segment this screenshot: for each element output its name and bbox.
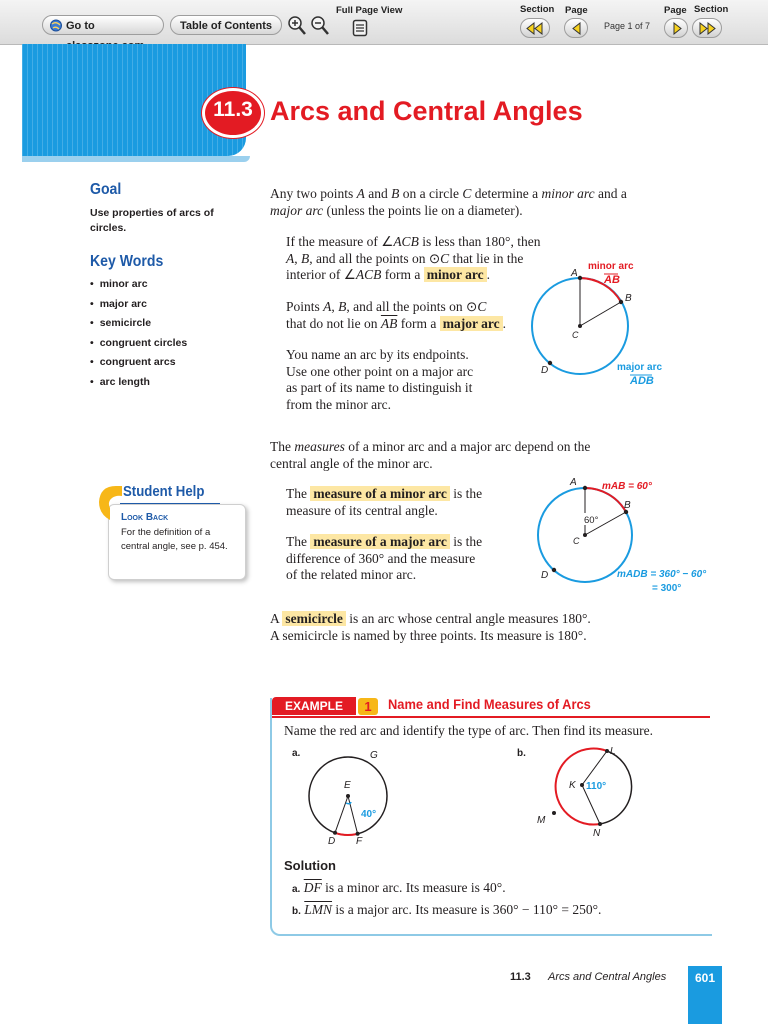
intro-paragraph: Any two points A and B on a circle C determine a minor arc and a major arc (unless the points lie on a diameter). bbox=[270, 186, 627, 218]
semicircle-definition: A semicircle is an arc whose central angle measures 180°. A semicircle is named by three points. Its measure is 180°. bbox=[270, 611, 591, 643]
viewer-toolbar bbox=[0, 0, 768, 45]
figure1-label-b: B bbox=[625, 293, 632, 304]
figure1-point-c bbox=[578, 324, 582, 328]
key-words-heading: Key Words bbox=[90, 253, 164, 270]
figure1-label-a: A bbox=[571, 268, 578, 279]
previous-section-button[interactable] bbox=[520, 18, 550, 38]
figure1-major-arc-label: major arc bbox=[617, 362, 663, 373]
measure-minor-term: measure of a minor arc bbox=[310, 486, 449, 501]
next-section-button[interactable] bbox=[692, 18, 722, 38]
minor-arc-definition: If the measure of ∠ACB is less than 180°, then A, B, and all the points on ⊙C that lie in the interior of ∠ACB form a minor arc . bbox=[286, 234, 541, 282]
zoom-out-icon[interactable] bbox=[310, 15, 330, 37]
key-word-item: • congruent circles bbox=[90, 337, 187, 357]
page-number-tab bbox=[688, 966, 722, 1024]
figure1-minor-arc-label: minor arc bbox=[588, 261, 634, 272]
footer-title: Arcs and Central Angles bbox=[548, 971, 667, 983]
key-word-item: • arc length bbox=[90, 376, 187, 396]
figure2-angle-label: 60° bbox=[584, 515, 599, 526]
goal-heading: Goal bbox=[90, 181, 122, 198]
key-word-item: • semicircle bbox=[90, 317, 187, 337]
example-tab: EXAMPLE bbox=[272, 697, 356, 715]
example-number: 1 bbox=[358, 698, 378, 715]
fig-b-radius-kl bbox=[582, 751, 607, 785]
header-band-shadow bbox=[22, 156, 250, 162]
section-label-left: Section bbox=[520, 4, 555, 15]
major-arc-term: major arc bbox=[440, 316, 503, 331]
semicircle-term: semicircle bbox=[282, 611, 345, 626]
example-prompt: Name the red arc and identify the type of arc. Then find its measure. bbox=[284, 723, 653, 738]
solution-heading: Solution bbox=[284, 858, 336, 873]
figure2-minor-measure: mAB = 60° bbox=[602, 481, 652, 492]
figure2-label-a: A bbox=[570, 477, 577, 488]
arc-naming-text: You name an arc by its endpoints. Use one other point on a major arc as part of its name to distinguish it from the minor arc. bbox=[286, 347, 474, 412]
fig-a-label-d: D bbox=[328, 836, 336, 847]
figure2-label-b: B bbox=[624, 500, 631, 511]
figure2-label-c: C bbox=[573, 536, 580, 546]
figure2-point-a bbox=[583, 486, 587, 490]
page-title: Arcs and Central Angles bbox=[270, 96, 583, 126]
section-label-right: Section bbox=[694, 4, 729, 15]
figure1-major-arc-name: ADB bbox=[630, 375, 654, 387]
page-label-right: Page bbox=[664, 5, 687, 16]
example-title: Name and Find Measures of Arcs bbox=[388, 696, 591, 712]
figure2-point-d bbox=[552, 568, 556, 572]
fig-a-red-arc bbox=[335, 833, 358, 835]
zoom-in-icon[interactable] bbox=[287, 15, 307, 37]
minor-arc-term: minor arc bbox=[424, 267, 487, 282]
classzone-button[interactable] bbox=[42, 15, 164, 35]
fig-a-radius-ed bbox=[335, 796, 348, 833]
fig-a-label-e: E bbox=[344, 780, 351, 791]
look-back-text: For the definition of a central angle, see p. 454. bbox=[121, 527, 228, 552]
measure-major-term: measure of a major arc bbox=[310, 534, 449, 549]
figure1-minor-arc-name: AB bbox=[604, 274, 620, 286]
fig-b-label-l: L bbox=[610, 746, 616, 757]
key-word-item: • congruent arcs bbox=[90, 356, 187, 376]
right-arrow-icon bbox=[671, 22, 683, 35]
example-rule bbox=[272, 716, 710, 718]
key-word-item: • major arc bbox=[90, 298, 187, 318]
fig-b-label-k: K bbox=[569, 780, 576, 791]
page-label-left: Page bbox=[565, 5, 588, 16]
fig-a-label-f: F bbox=[356, 836, 363, 847]
key-words-list bbox=[90, 278, 187, 395]
part-b-label: b. bbox=[517, 748, 526, 759]
fig-b-label-n: N bbox=[593, 828, 601, 839]
toc-label: Table of Contents bbox=[179, 20, 273, 32]
figure1-label-c: C bbox=[572, 330, 579, 340]
fig-b-point-k bbox=[580, 783, 584, 787]
figure2-point-c bbox=[583, 533, 587, 537]
page-number: 601 bbox=[694, 971, 716, 985]
full-page-view-label: Full Page View bbox=[336, 5, 403, 16]
full-page-view-icon[interactable] bbox=[352, 19, 368, 37]
left-arrow-icon bbox=[571, 22, 583, 35]
fig-a-angle: 40° bbox=[361, 809, 377, 820]
figure2-major-measure-2: = 300° bbox=[652, 583, 682, 594]
student-help-heading: Student Help bbox=[123, 483, 205, 500]
classzone-label: Go to bbox=[66, 20, 95, 32]
solution-b: b. $\overline{LMN}$ is a major arc. Its measure is 360° − 110° = 250°. bbox=[292, 902, 602, 917]
figure1-point-b bbox=[619, 300, 623, 304]
double-left-arrow-icon bbox=[525, 22, 545, 35]
figure1-label-d: D bbox=[541, 365, 549, 376]
part-a-label: a. bbox=[292, 748, 301, 759]
figure1-radius-cb bbox=[580, 302, 621, 326]
figure2-label-d: D bbox=[541, 570, 549, 581]
example-figure-a bbox=[296, 746, 416, 850]
lesson-badge bbox=[202, 88, 264, 138]
major-arc-definition: Points A, B, and all the points on ⊙C that do not lie on $\overline{AB}$ form a major arc . bbox=[286, 299, 506, 331]
next-page-button[interactable] bbox=[664, 18, 688, 38]
fig-a-point-e bbox=[346, 794, 350, 798]
fig-b-point-n bbox=[598, 822, 602, 826]
goal-text: Use properties of arcs of circles. bbox=[90, 207, 214, 234]
look-back-heading: Look Back bbox=[121, 512, 169, 523]
fig-a-label-g: G bbox=[370, 750, 378, 761]
major-arc-measure-rule: The measure of a major arc is the difference of 360° and the measure of the related minor arc. bbox=[286, 534, 483, 582]
figure2-major-measure-1: mADB = 360° − 60° bbox=[617, 569, 707, 580]
fig-a-point-d bbox=[333, 831, 337, 835]
figure-minor-major-arc bbox=[530, 258, 720, 398]
figure1-point-d bbox=[548, 361, 552, 365]
footer-section-number: 11.3 bbox=[510, 971, 531, 983]
solution-a: a. $\overline{DF}$ is a minor arc. Its measure is 40°. bbox=[292, 880, 506, 895]
fig-a-radius-ef bbox=[348, 796, 358, 834]
table-of-contents-button[interactable] bbox=[170, 15, 282, 35]
example-figure-b bbox=[530, 742, 640, 842]
fig-b-label-m: M bbox=[537, 815, 546, 826]
fig-b-point-l bbox=[605, 749, 609, 753]
page-indicator: Page 1 of 7 bbox=[604, 21, 651, 31]
fig-b-angle: 110° bbox=[586, 781, 607, 792]
fig-b-point-m bbox=[552, 811, 556, 815]
key-word-item: • minor arc bbox=[90, 278, 187, 298]
student-help-rule bbox=[120, 503, 220, 504]
double-right-arrow-icon bbox=[697, 22, 717, 35]
previous-page-button[interactable] bbox=[564, 18, 588, 38]
figure1-point-a bbox=[578, 276, 582, 280]
lesson-number: 11.3 bbox=[213, 98, 253, 121]
measures-intro: The measures of a minor arc and a major arc depend on the central angle of the minor arc. bbox=[270, 439, 591, 471]
minor-arc-measure-rule: The measure of a minor arc is the measure of its central angle. bbox=[286, 486, 483, 518]
figure-arc-measures bbox=[530, 472, 730, 596]
classzone-globe-icon bbox=[49, 19, 63, 32]
